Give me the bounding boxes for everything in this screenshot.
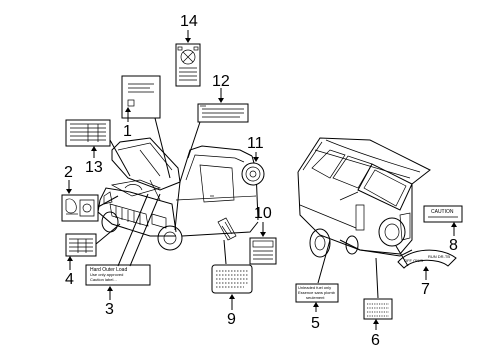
callout-10: 10: [254, 205, 272, 222]
callout-8: 8: [449, 237, 458, 254]
callout-3: 3: [105, 301, 114, 318]
label-11-round-decal: [242, 163, 264, 185]
callout-7: 7: [421, 281, 430, 298]
callout-6: 6: [371, 332, 380, 349]
callout-12: 12: [212, 73, 230, 90]
label-7-left-text: OFF ON/S: [404, 258, 423, 263]
label-14-placard: [176, 44, 200, 86]
callout-14: 14: [180, 13, 198, 30]
callout-2: 2: [64, 164, 73, 181]
label-3-line3: Caution label...: [90, 277, 117, 282]
label-7-right-text: RUN DR-TB: [428, 254, 450, 259]
label-13-placard: [66, 120, 110, 146]
label-9-placard: [212, 218, 252, 293]
label-5-line3: seulement: [306, 295, 325, 300]
callout-13: 13: [85, 159, 103, 176]
label-12-placard: [198, 104, 248, 122]
label-5-line2: Essence sans plomb: [298, 290, 335, 295]
callout-1: 1: [123, 123, 132, 140]
label-2-placard: [62, 195, 98, 221]
label-3-placard: [86, 265, 150, 285]
callout-11: 11: [247, 135, 264, 152]
label-3-line2: Use only approved: [90, 272, 124, 277]
label-10-placard: [250, 238, 276, 264]
front-vehicle-outline: [98, 138, 258, 250]
callout-5: 5: [311, 315, 320, 332]
label-5-line1: Unleaded fuel only: [298, 285, 332, 290]
label-5-placard: [296, 284, 338, 302]
callout-9: 9: [227, 311, 236, 328]
rear-vehicle-outline: [298, 138, 430, 257]
label-8-text: CAUTION: [431, 209, 454, 215]
label-4-placard: [66, 234, 96, 256]
label-8-placard: [424, 206, 462, 222]
label-6-placard: [364, 299, 392, 319]
callout-4: 4: [65, 271, 74, 288]
label-3-line1: Hard Outer Load: [90, 267, 128, 273]
